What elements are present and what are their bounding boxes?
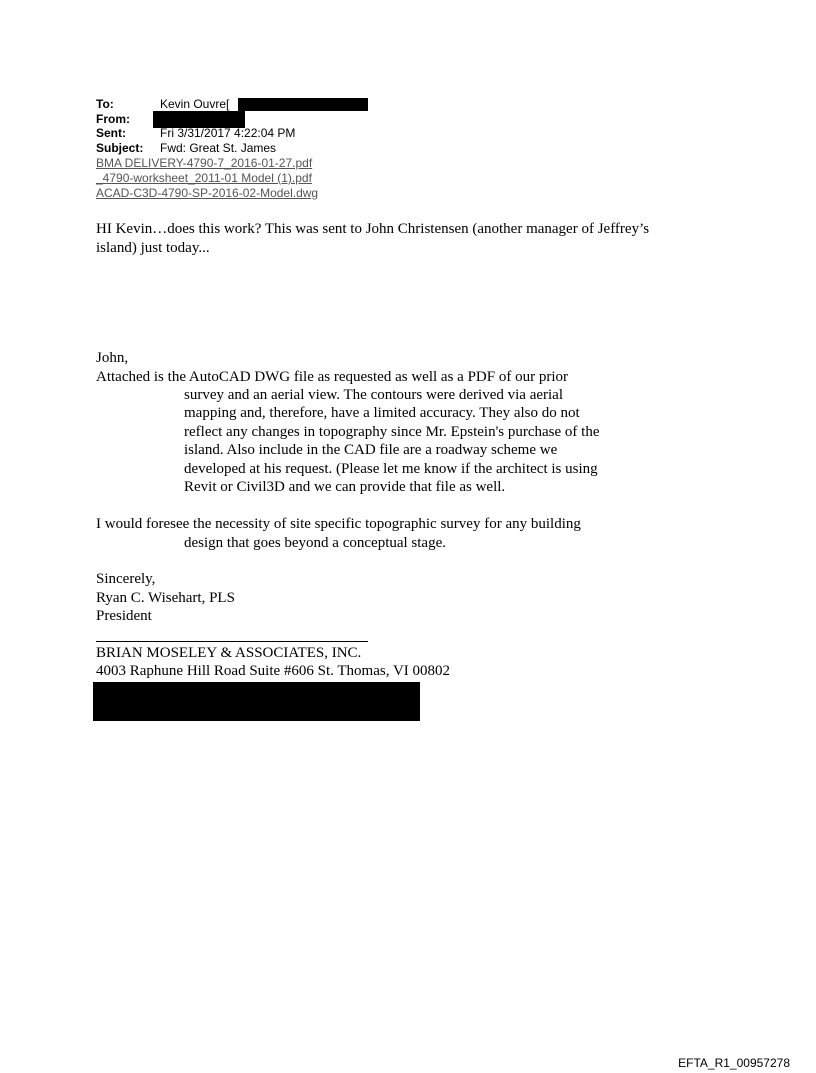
attachment-link[interactable]: _4790-worksheet_2011-01 Model (1).pdf (96, 171, 312, 185)
letter-line: island. Also include in the CAD file are a roadway scheme we (184, 442, 558, 458)
letter-line: design that goes beyond a conceptual stage. (184, 535, 447, 551)
subject-label: Subject: (96, 141, 144, 155)
letter-line: developed at his request. (Please let me know if the architect is using (184, 461, 598, 477)
redaction-to (238, 98, 368, 111)
letter-line: Revit or Civil3D and we can provide that file as well. (184, 479, 506, 495)
intro-line: island) just today... (96, 240, 210, 256)
to-label: To: (96, 97, 114, 111)
attachment-link[interactable]: ACAD-C3D-4790-SP-2016-02-Model.dwg (96, 186, 319, 200)
intro-line: HI Kevin…does this work? This was sent to John Christensen (another manager of Jeffrey’s (96, 221, 650, 237)
sent-label: Sent: (96, 126, 126, 140)
subject-value: Fwd: Great St. James (160, 141, 277, 155)
to-value: Kevin Ouvre[ (160, 97, 230, 111)
company-address: 4003 Raphune Hill Road Suite #606 St. Thomas, VI 00802 (96, 663, 451, 679)
letter-line: mapping and, therefore, have a limited accuracy. They also do not (184, 405, 580, 421)
letter-salutation: John, (96, 350, 129, 366)
letter-line: I would foresee the necessity of site specific topographic survey for any building (96, 516, 581, 532)
document-id: EFTA_R1_00957278 (678, 1056, 790, 1070)
from-label: From: (96, 112, 130, 126)
letter-closing: Sincerely, (96, 571, 156, 587)
redaction-contact (93, 682, 420, 721)
attachment-link[interactable]: BMA DELIVERY-4790-7_2016-01-27.pdf (96, 156, 313, 170)
signer-title: President (96, 608, 152, 624)
letter-line: reflect any changes in topography since Mr. Epstein's purchase of the (184, 424, 600, 440)
letter-line: survey and an aerial view. The contours were derived via aerial (184, 387, 563, 403)
letter-line: Attached is the AutoCAD DWG file as requested as well as a PDF of our prior (96, 369, 568, 385)
sent-value: Fri 3/31/2017 4:22:04 PM (160, 126, 296, 140)
signature-rule (96, 641, 368, 642)
company-name: BRIAN MOSELEY & ASSOCIATES, INC. (96, 645, 362, 661)
signer-name: Ryan C. Wisehart, PLS (96, 590, 235, 606)
